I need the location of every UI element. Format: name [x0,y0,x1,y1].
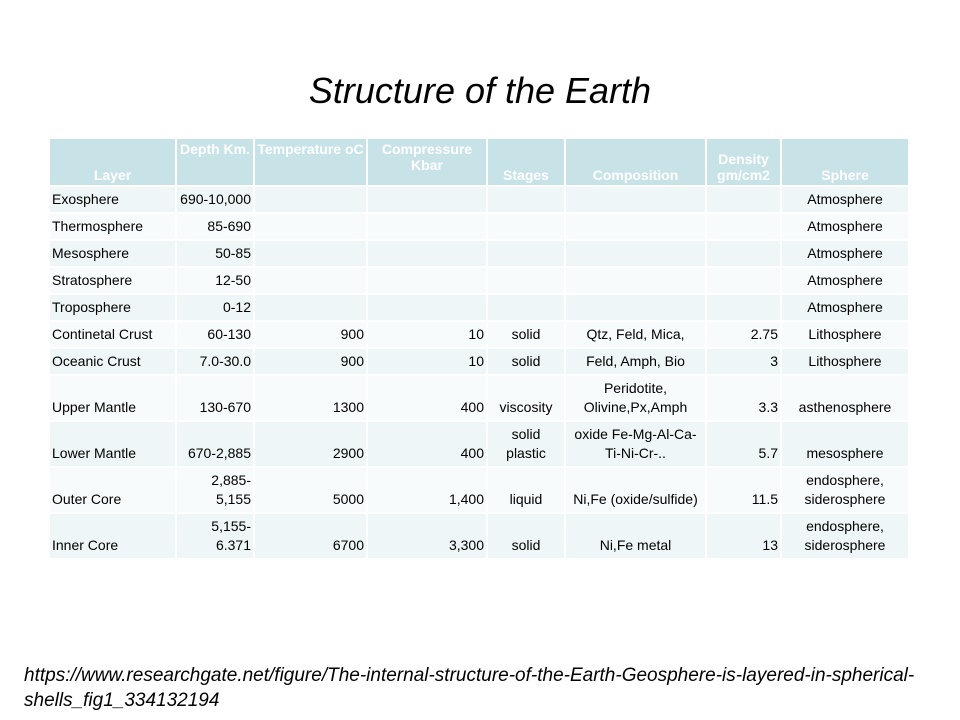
cell-layer: Mesosphere [50,240,176,267]
cell-depth: 130-670 [176,375,254,421]
cell-temperature: 6700 [254,513,367,559]
cell-density: 3 [706,348,781,375]
cell-compressure [367,294,487,321]
cell-compressure: 400 [367,375,487,421]
cell-depth: 670-2,885 [176,421,254,467]
cell-depth: 2,885-5,155 [176,467,254,513]
cell-depth: 5,155-6.371 [176,513,254,559]
cell-layer: Oceanic Crust [50,348,176,375]
cell-depth: 7.0-30.0 [176,348,254,375]
cell-density: 11.5 [706,467,781,513]
cell-depth: 12-50 [176,267,254,294]
cell-temperature [254,294,367,321]
cell-compressure [367,213,487,240]
cell-layer: Upper Mantle [50,375,176,421]
cell-temperature: 5000 [254,467,367,513]
header-layer: Layer [50,139,176,186]
cell-compressure [367,267,487,294]
cell-stages: liquid [487,467,565,513]
cell-layer: Stratosphere [50,267,176,294]
cell-stages: solid [487,321,565,348]
cell-compressure: 10 [367,348,487,375]
cell-sphere: Atmosphere [781,267,909,294]
cell-composition: Feld, Amph, Bio [565,348,706,375]
cell-temperature [254,186,367,213]
cell-temperature: 2900 [254,421,367,467]
cell-layer: Exosphere [50,186,176,213]
cell-composition: oxide Fe-Mg-Al-Ca-Ti-Ni-Cr-.. [565,421,706,467]
header-temperature: Temperature oC [254,139,367,186]
cell-sphere: mesosphere [781,421,909,467]
cell-sphere: Atmosphere [781,213,909,240]
cell-layer: Outer Core [50,467,176,513]
cell-stages [487,186,565,213]
cell-density [706,213,781,240]
cell-sphere: endosphere, siderosphere [781,513,909,559]
header-composition: Composition [565,139,706,186]
table-row [50,467,909,513]
cell-compressure [367,186,487,213]
table-row [50,421,909,467]
cell-sphere: Atmosphere [781,294,909,321]
cell-layer: Continetal Crust [50,321,176,348]
cell-temperature [254,267,367,294]
header-compressure: Compressure Kbar [367,139,487,186]
cell-composition: Ni,Fe (oxide/sulfide) [565,467,706,513]
table-row [50,213,909,240]
table-row [50,513,909,559]
cell-sphere: endosphere, siderosphere [781,467,909,513]
cell-composition: Ni,Fe metal [565,513,706,559]
table-row [50,375,909,421]
page-title: Structure of the Earth [308,70,652,111]
cell-layer: Troposphere [50,294,176,321]
cell-composition: Qtz, Feld, Mica, [565,321,706,348]
cell-depth: 690-10,000 [176,186,254,213]
table-row [50,348,909,375]
cell-stages: solid [487,513,565,559]
cell-sphere: Atmosphere [781,240,909,267]
cell-depth: 85-690 [176,213,254,240]
cell-compressure: 3,300 [367,513,487,559]
cell-density: 2.75 [706,321,781,348]
table-row [50,321,909,348]
cell-sphere: Lithosphere [781,321,909,348]
table-header-row [50,139,909,186]
cell-temperature: 1300 [254,375,367,421]
cell-compressure: 1,400 [367,467,487,513]
cell-temperature: 900 [254,348,367,375]
cell-density [706,294,781,321]
cell-depth: 50-85 [176,240,254,267]
cell-compressure [367,240,487,267]
cell-stages [487,267,565,294]
cell-composition [565,294,706,321]
header-sphere: Sphere [781,139,909,186]
cell-density [706,186,781,213]
header-density: Density gm/cm2 [706,139,781,186]
cell-stages: solid plastic [487,421,565,467]
cell-density [706,240,781,267]
cell-density: 13 [706,513,781,559]
earth-structure-table [50,139,910,560]
cell-stages: viscosity [487,375,565,421]
cell-stages [487,294,565,321]
header-depth: Depth Km. [176,139,254,186]
cell-compressure: 10 [367,321,487,348]
cell-stages: solid [487,348,565,375]
cell-density: 3.3 [706,375,781,421]
table-row [50,267,909,294]
cell-composition [565,213,706,240]
cell-sphere: Atmosphere [781,186,909,213]
cell-layer: Lower Mantle [50,421,176,467]
cell-composition [565,267,706,294]
cell-compressure: 400 [367,421,487,467]
cell-composition [565,240,706,267]
cell-composition [565,186,706,213]
cell-sphere: asthenosphere [781,375,909,421]
table-row [50,240,909,267]
cell-layer: Inner Core [50,513,176,559]
cell-stages [487,213,565,240]
cell-temperature: 900 [254,321,367,348]
cell-density [706,267,781,294]
header-stages: Stages [487,139,565,186]
cell-stages [487,240,565,267]
cell-density: 5.7 [706,421,781,467]
cell-temperature [254,213,367,240]
cell-temperature [254,240,367,267]
table-row [50,294,909,321]
cell-depth: 60-130 [176,321,254,348]
cell-sphere: Lithosphere [781,348,909,375]
source-citation: https://www.researchgate.net/figure/The-internal-structure-of-the-Earth-Geosphere-is-layered-in-spherical-shells_fig1_334132194 [24,665,915,711]
cell-depth: 0-12 [176,294,254,321]
cell-layer: Thermosphere [50,213,176,240]
cell-composition: Peridotite, Olivine,Px,Amph [565,375,706,421]
table-row [50,186,909,213]
